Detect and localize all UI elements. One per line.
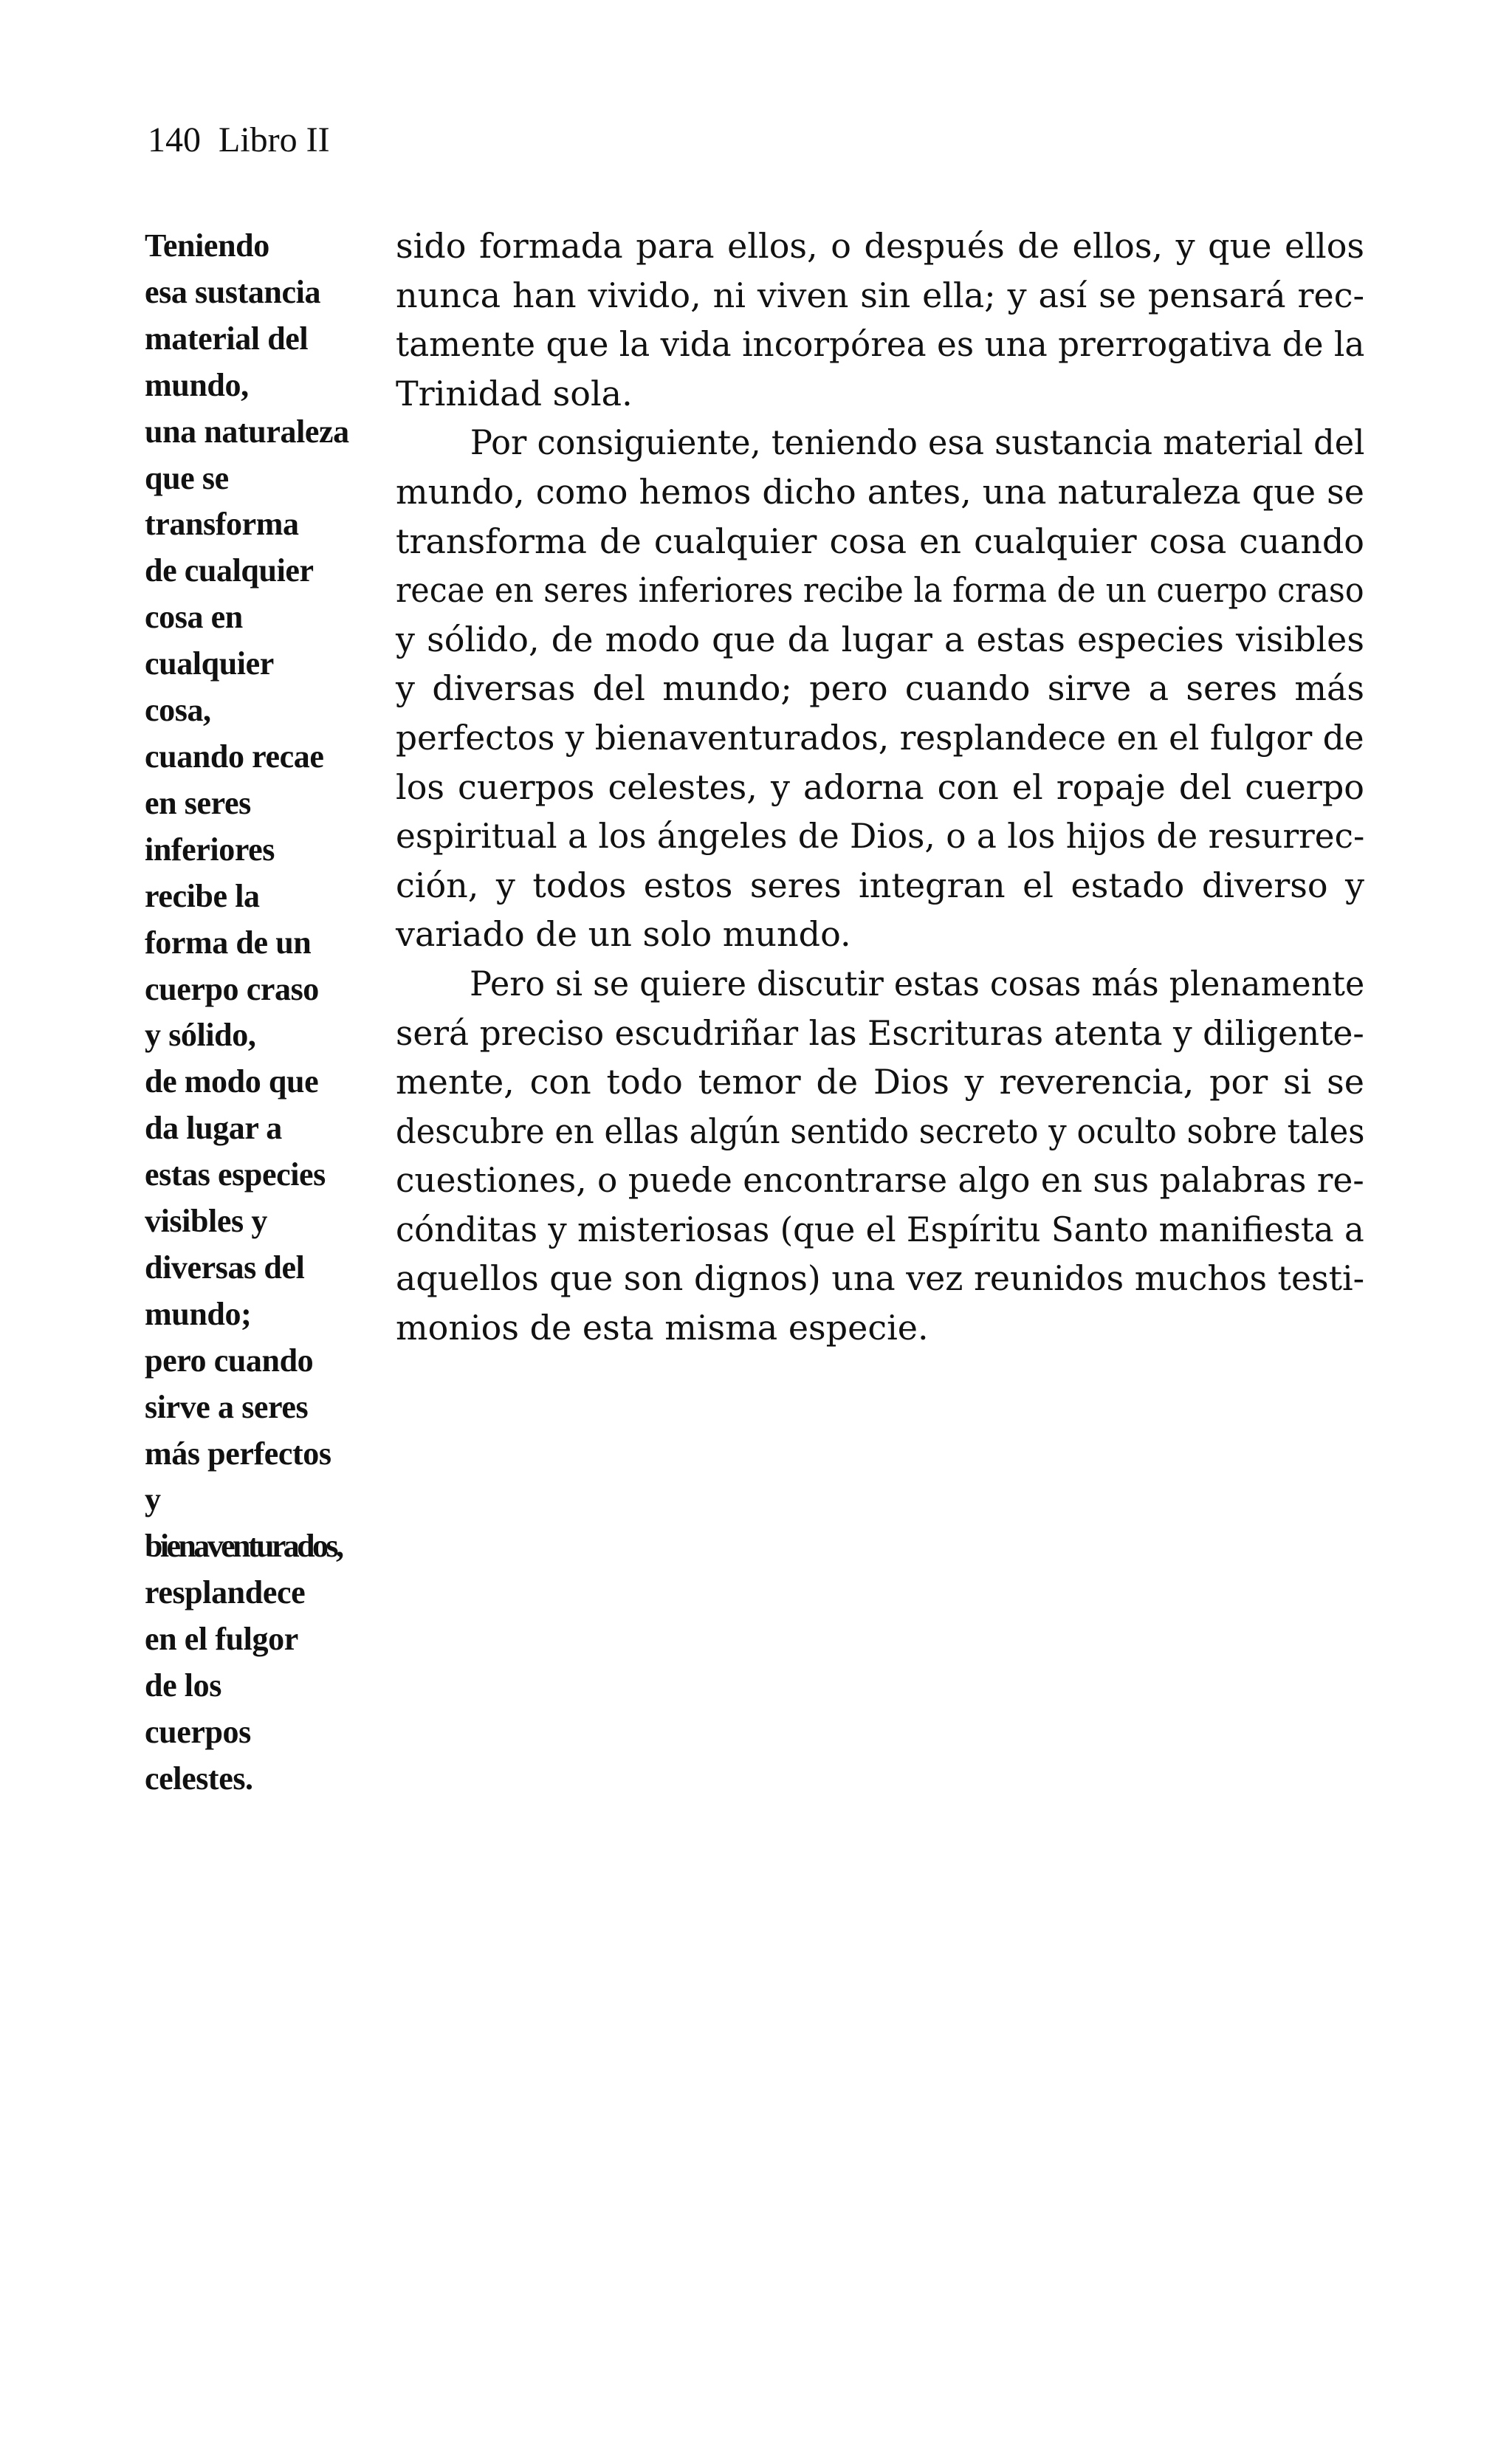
text-line: Por consiguiente, teniendo esa sustancia material del [470,422,1365,463]
margin-note-line: cuando recae [145,738,324,775]
margin-note-line: pero cuando [145,1342,314,1379]
text-line: cónditas y misteriosas (que el Espíritu Santo manifiesta a [396,1209,1364,1249]
running-title: Libro II [219,120,330,159]
text-line: mundo, como hemos dicho antes, una naturaleza que se [396,471,1364,512]
text-line: será preciso escudriñar las Escrituras atenta y diligente- [396,1012,1364,1053]
margin-note-line: cuerpos [145,1714,251,1750]
body-text [396,222,1364,1353]
margin-note-line: da lugar a [145,1110,282,1147]
margin-note-line: más perfectos [145,1435,331,1472]
paragraph-3 [396,959,1364,1353]
text-line: y diversas del mundo; pero cuando sirve a seres más [396,668,1364,709]
text-line: mente, con todo temor de Dios y reverencia, por si se [396,1062,1364,1102]
margin-note-line: mundo; [145,1295,252,1332]
margin-note-line: transforma [145,506,299,543]
text-line: los cuerpos celestes, y adorna con el ropaje del cuerpo [396,766,1364,807]
text-line: Pero si se quiere discutir estas cosas más plenamente [470,963,1365,1004]
text-line: y sólido, de modo que da lugar a estas especies visibles [396,619,1364,659]
margin-note-line: una naturaleza [145,413,349,450]
text-line: nunca han vivido, ni viven sin ella; y así se pensará rec- [396,275,1364,315]
text-line: ción, y todos estos seres integran el estado diverso y [396,865,1364,905]
margin-note-line: sirve a seres [145,1388,309,1425]
margin-note-line: que se [145,459,229,496]
margin-note-line: visibles y [145,1203,267,1240]
margin-note-line: cuerpo craso [145,970,319,1007]
margin-note-line: material del [145,320,309,357]
text-line: transforma de cualquier cosa en cualquier cosa cuando [396,521,1364,561]
text-line: variado de un solo mundo. [396,914,851,955]
margin-note-line: Teniendo [145,227,269,264]
margin-note-line: de los [145,1667,221,1704]
margin-note-line: en el fulgor [145,1621,298,1658]
text-line: sido formada para ellos, o después de ellos, y que ellos [396,226,1364,266]
margin-note-line: de modo que [145,1063,319,1100]
text-line: tamente que la vida incorpórea es una prerrogativa de la [396,324,1365,365]
margin-note-line: de cualquier [145,552,314,589]
running-header [148,118,330,162]
margin-note-line: cosa en [145,599,243,636]
text-line: descubre en ellas algún sentido secreto y oculto sobre tales [396,1111,1365,1151]
margin-note-line: forma de un [145,924,312,961]
margin-note [145,223,374,1802]
margin-note-line: estas especies [145,1156,326,1193]
margin-note-line: celestes. [145,1760,253,1797]
text-line: espiritual a los ángeles de Dios, o a los hijos de resurrec- [396,816,1365,857]
margin-note-line: cosa, [145,692,211,729]
text-line: perfectos y bienaventurados, resplandece en el fulgor de [396,717,1364,758]
margin-note-line: bienaventurados, [145,1528,342,1565]
paragraph-1 [396,222,1364,418]
margin-note-line: diversas del [145,1249,305,1286]
margin-note-line: recibe la [145,877,260,914]
margin-note-line: inferiores [145,831,275,868]
text-line: cuestiones, o puede encontrarse algo en sus palabras re- [396,1160,1364,1201]
text-line: aquellos que son dignos) una vez reunidos muchos testi- [396,1258,1365,1299]
text-line: recae en seres inferiores recibe la forma de un cuerpo craso [396,570,1364,611]
paragraph-2 [396,418,1364,959]
margin-note-line: cualquier [145,645,274,682]
margin-note-line: y sólido, [145,1017,256,1054]
margin-note-line: esa sustancia [145,273,321,310]
text-line: Trinidad sola. [396,373,633,414]
margin-note-line: en seres [145,784,251,821]
margin-note-line: y [145,1481,161,1518]
page-number: 140 [148,120,201,159]
margin-note-line: resplandece [145,1574,306,1611]
text-line: monios de esta misma especie. [396,1308,929,1348]
margin-note-line: mundo, [145,366,249,403]
